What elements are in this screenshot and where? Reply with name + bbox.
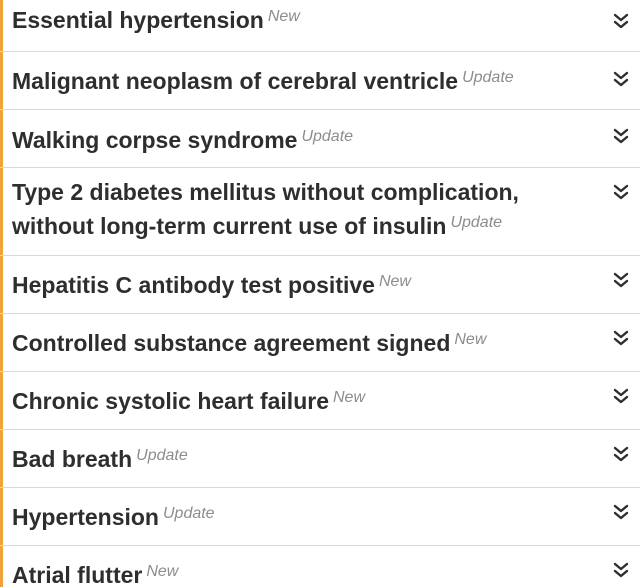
item-title-text: Type 2 diabetes mellitus without complication, without long-term current use of insulin: [12, 179, 519, 239]
status-tag: Update: [162, 505, 215, 522]
double-chevron-down-icon[interactable]: [612, 270, 630, 290]
item-title-text: Hepatitis C antibody test positive: [12, 272, 375, 298]
item-title-text: Chronic systolic heart failure: [12, 388, 329, 414]
status-tag: Update: [462, 69, 514, 86]
item-title-text: Bad breath: [12, 446, 133, 472]
item-title: [12, 268, 590, 306]
status-tag: Update: [450, 214, 503, 231]
double-chevron-down-icon[interactable]: [612, 11, 630, 31]
list-item[interactable]: [0, 430, 640, 488]
item-title-text: Essential hypertension: [12, 7, 264, 33]
double-chevron-down-icon[interactable]: [612, 444, 630, 464]
status-tag: New: [267, 8, 300, 25]
item-title: [12, 442, 590, 480]
item-title-text: Malignant neoplasm of cerebral ventricle: [12, 68, 459, 94]
item-title-text: Atrial flutter: [12, 562, 143, 587]
list-item[interactable]: [0, 52, 640, 110]
list-item[interactable]: [0, 546, 640, 587]
status-tag: New: [454, 331, 487, 348]
double-chevron-down-icon[interactable]: [612, 126, 630, 146]
double-chevron-down-icon[interactable]: [612, 386, 630, 406]
item-title: [12, 64, 590, 102]
item-title: [12, 384, 590, 422]
item-title: [12, 326, 590, 364]
double-chevron-down-icon[interactable]: [612, 69, 630, 89]
double-chevron-down-icon[interactable]: [612, 560, 630, 580]
double-chevron-down-icon[interactable]: [612, 502, 630, 522]
status-tag: New: [332, 389, 365, 406]
list-item[interactable]: [0, 256, 640, 314]
list-item[interactable]: [0, 488, 640, 546]
item-title: [12, 123, 590, 161]
item-title: [12, 175, 590, 247]
status-tag: New: [378, 273, 411, 290]
status-tag: New: [146, 563, 179, 580]
item-title: [12, 558, 590, 587]
item-title: [12, 3, 590, 41]
list-item[interactable]: [0, 372, 640, 430]
status-tag: Update: [136, 447, 188, 464]
item-title-text: Hypertension: [12, 504, 159, 530]
list-item[interactable]: [0, 110, 640, 168]
status-tag: Update: [301, 128, 354, 145]
list-item[interactable]: [0, 168, 640, 256]
item-title-text: Controlled substance agreement signed: [12, 330, 451, 356]
double-chevron-down-icon[interactable]: [612, 182, 630, 202]
list-item[interactable]: [0, 314, 640, 372]
item-title: [12, 500, 590, 538]
double-chevron-down-icon[interactable]: [612, 328, 630, 348]
item-title-text: Walking corpse syndrome: [12, 127, 298, 153]
list-item[interactable]: [0, 0, 640, 52]
